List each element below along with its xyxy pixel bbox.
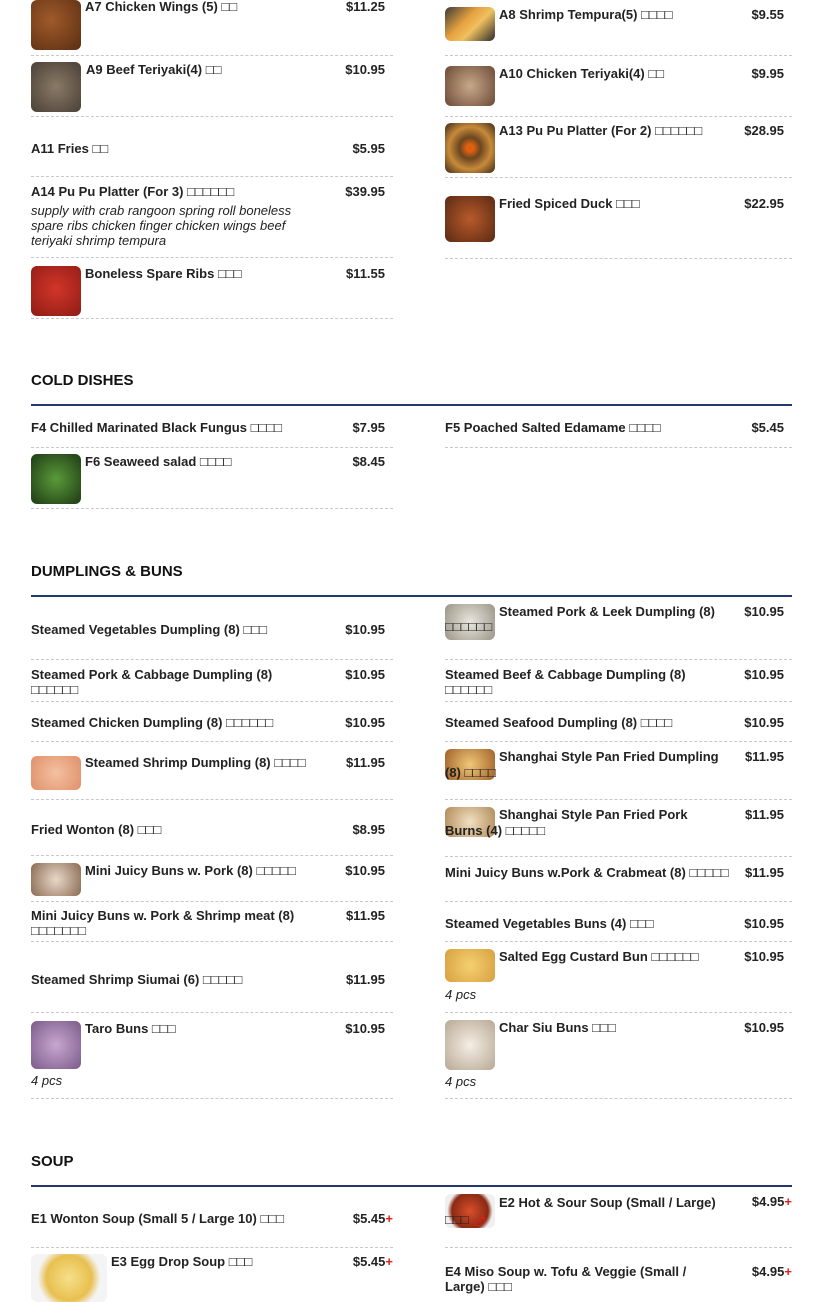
item-price: $10.95 — [744, 949, 784, 964]
item-name: A8 Shrimp Tempura(5) □□□□ — [499, 7, 673, 22]
item-name: Steamed Vegetables Buns (4) □□□ — [445, 916, 654, 931]
section-title-soup: SOUP — [31, 1153, 74, 1170]
item-name: Taro Buns □□□ — [85, 1021, 176, 1036]
item-name: Steamed Chicken Dumpling (8) □□□□□□ — [31, 715, 274, 730]
item-name: Boneless Spare Ribs □□□ — [85, 266, 242, 281]
item-name: Steamed Shrimp Dumpling (8) □□□□ — [85, 755, 306, 770]
item-price: $10.95 — [345, 667, 385, 682]
item-name-text: E2 Hot & Sour Soup (Small / Large) □□□ — [445, 1195, 716, 1227]
chicken-wings-photo — [31, 0, 81, 50]
egg-drop-soup-photo — [31, 1254, 107, 1302]
menu-item[interactable] — [445, 742, 792, 800]
item-name: E3 Egg Drop Soup □□□ — [111, 1254, 253, 1269]
menu-item[interactable] — [445, 56, 792, 117]
price-value: $4.95 — [751, 1264, 785, 1279]
item-price: $11.95 — [744, 749, 784, 764]
item-price: $10.95 — [345, 622, 385, 637]
section-title-dumplings: DUMPLINGS & BUNS — [31, 563, 183, 580]
item-price: $7.95 — [352, 420, 385, 435]
item-price: $9.55 — [751, 7, 784, 22]
item-name: A9 Beef Teriyaki(4) □□ — [86, 62, 222, 77]
item-price — [752, 1194, 792, 1209]
item-name: E4 Miso Soup w. Tofu & Veggie (Small / Large) □□□ — [445, 1264, 687, 1294]
item-price: $22.95 — [744, 196, 784, 211]
menu-item[interactable] — [445, 1248, 792, 1302]
item-name: F5 Poached Salted Edamame □□□□ — [445, 420, 661, 435]
item-name: Steamed Pork & Leek Dumpling (8) □□□□□□ — [445, 604, 715, 634]
item-price: $8.95 — [352, 822, 385, 837]
item-name: Fried Wonton (8) □□□ — [31, 822, 162, 837]
section-divider — [31, 1185, 792, 1187]
menu-item[interactable] — [445, 0, 792, 56]
item-name: Steamed Vegetables Dumpling (8) □□□ — [31, 622, 267, 637]
size-options-plus[interactable]: + — [784, 1264, 792, 1279]
item-price: $11.95 — [345, 755, 385, 770]
menu-item[interactable] — [31, 407, 393, 448]
menu-item[interactable] — [445, 942, 792, 1013]
price-value: $5.45 — [352, 1254, 386, 1269]
menu-item[interactable] — [31, 0, 393, 56]
item-price — [752, 1264, 792, 1279]
item-name: A13 Pu Pu Platter (For 2) □□□□□□ — [499, 123, 703, 138]
taro-buns-photo — [31, 1021, 81, 1069]
item-price — [353, 1211, 393, 1226]
size-options-plus[interactable]: + — [784, 1194, 792, 1209]
item-name: Shanghai Style Pan Fried Dumpling (8) □□□□ — [445, 749, 719, 780]
item-name: Fried Spiced Duck □□□ — [499, 196, 640, 211]
item-name: Salted Egg Custard Bun □□□□□□ — [499, 949, 699, 964]
item-name: Mini Juicy Buns w. Pork & Shrimp meat (8) □□□□□□□ — [31, 908, 295, 938]
egg-custard-bun-photo — [445, 949, 495, 982]
item-name: Shanghai Style Pan Fried Pork Burns (4) □□□□□ — [445, 807, 688, 838]
price-value: $4.95 — [751, 1194, 785, 1209]
spiced-duck-photo — [445, 196, 495, 242]
item-price: $10.95 — [744, 604, 784, 619]
item-price — [353, 1254, 393, 1269]
item-price: $11.25 — [345, 0, 385, 14]
item-price: $9.95 — [751, 66, 784, 81]
item-price: $11.95 — [744, 865, 784, 880]
item-name: A10 Chicken Teriyaki(4) □□ — [499, 66, 665, 81]
menu-item[interactable] — [31, 1248, 393, 1302]
item-name: F4 Chilled Marinated Black Fungus □□□□ — [31, 420, 282, 435]
menu-item[interactable] — [31, 177, 393, 258]
menu-item[interactable] — [445, 598, 792, 660]
item-price: $10.95 — [744, 667, 784, 682]
price-value: $5.45 — [352, 1211, 386, 1226]
seaweed-salad-photo — [31, 454, 81, 504]
item-price: $8.45 — [352, 454, 385, 469]
menu-item[interactable] — [31, 598, 393, 660]
item-price: $10.95 — [744, 916, 784, 931]
item-name: Char Siu Buns □□□ — [499, 1020, 616, 1035]
item-name: A11 Fries □□ — [31, 141, 109, 156]
item-description: supply with crab rangoon spring roll boneless spare ribs chicken finger chicken wings beef teriyaki shrimp tempura — [31, 203, 292, 248]
item-name: A14 Pu Pu Platter (For 3) □□□□□□ — [31, 184, 235, 199]
menu-item[interactable] — [31, 942, 393, 1013]
menu-item[interactable] — [31, 856, 393, 902]
item-price: $5.95 — [352, 141, 385, 156]
item-price: $28.95 — [744, 123, 784, 138]
item-price: $10.95 — [744, 715, 784, 730]
spare-ribs-photo — [31, 266, 81, 316]
section-divider — [31, 404, 792, 406]
menu-item[interactable] — [31, 902, 393, 942]
menu-item[interactable] — [445, 1013, 792, 1099]
item-name — [445, 1194, 730, 1230]
item-price: $10.95 — [744, 1020, 784, 1035]
spicy-icon: 🌶 — [472, 1215, 487, 1227]
item-price: $5.45 — [751, 420, 784, 435]
item-price: $10.95 — [345, 1021, 385, 1036]
section-divider — [31, 595, 792, 597]
menu-item[interactable] — [31, 448, 393, 509]
menu-item[interactable] — [445, 178, 792, 259]
char-siu-buns-photo — [445, 1020, 495, 1070]
menu-item[interactable] — [31, 742, 393, 800]
item-name: Steamed Shrimp Siumai (6) □□□□□ — [31, 972, 243, 987]
size-options-plus[interactable]: + — [385, 1211, 393, 1226]
menu-item[interactable] — [31, 1188, 393, 1248]
item-price: $10.95 — [345, 715, 385, 730]
menu-item[interactable] — [31, 660, 393, 702]
beef-teriyaki-photo — [31, 62, 81, 112]
item-name: A7 Chicken Wings (5) □□ — [85, 0, 238, 14]
item-price: $39.95 — [345, 184, 385, 199]
item-name: E1 Wonton Soup (Small 5 / Large 10) □□□ — [31, 1211, 285, 1226]
item-price: $11.95 — [744, 807, 784, 822]
juicy-buns-photo — [31, 863, 81, 896]
menu-item[interactable] — [445, 902, 792, 942]
item-price: $11.55 — [345, 266, 385, 281]
item-name: Steamed Pork & Cabbage Dumpling (8) □□□□□□ — [31, 667, 273, 697]
item-name: F6 Seaweed salad □□□□ — [85, 454, 232, 469]
item-description: 4 pcs — [445, 987, 477, 1002]
menu-item[interactable] — [31, 258, 393, 319]
item-name: Steamed Beef & Cabbage Dumpling (8) □□□□□□ — [445, 667, 686, 697]
menu-item[interactable] — [31, 800, 393, 856]
menu-item[interactable] — [445, 800, 792, 857]
item-price: $10.95 — [345, 62, 385, 77]
pu-pu-platter-photo — [445, 123, 495, 173]
menu-item[interactable] — [31, 702, 393, 742]
menu-item[interactable] — [445, 407, 792, 448]
section-title-cold-dishes: COLD DISHES — [31, 372, 134, 389]
menu-item[interactable] — [31, 117, 393, 177]
menu-item[interactable] — [445, 660, 792, 702]
size-options-plus[interactable]: + — [385, 1254, 393, 1269]
menu-item[interactable] — [445, 857, 792, 902]
shrimp-tempura-photo — [445, 7, 495, 41]
item-price: $11.95 — [345, 908, 385, 923]
item-description: 4 pcs — [31, 1073, 63, 1088]
shrimp-dumpling-photo — [31, 756, 81, 790]
menu-item[interactable] — [445, 702, 792, 742]
item-name: Mini Juicy Buns w.Pork & Crabmeat (8) □□□□□ — [445, 865, 729, 880]
menu-item[interactable] — [445, 117, 792, 178]
chicken-teriyaki-photo — [445, 66, 495, 106]
menu-item[interactable] — [31, 56, 393, 117]
item-description: 4 pcs — [445, 1074, 477, 1089]
item-price: $10.95 — [345, 863, 385, 878]
item-price: $11.95 — [345, 972, 385, 987]
menu-item[interactable] — [31, 1013, 393, 1099]
item-name: Steamed Seafood Dumpling (8) □□□□ — [445, 715, 673, 730]
menu-item[interactable] — [445, 1188, 792, 1248]
item-name: Mini Juicy Buns w. Pork (8) □□□□□ — [85, 863, 296, 878]
